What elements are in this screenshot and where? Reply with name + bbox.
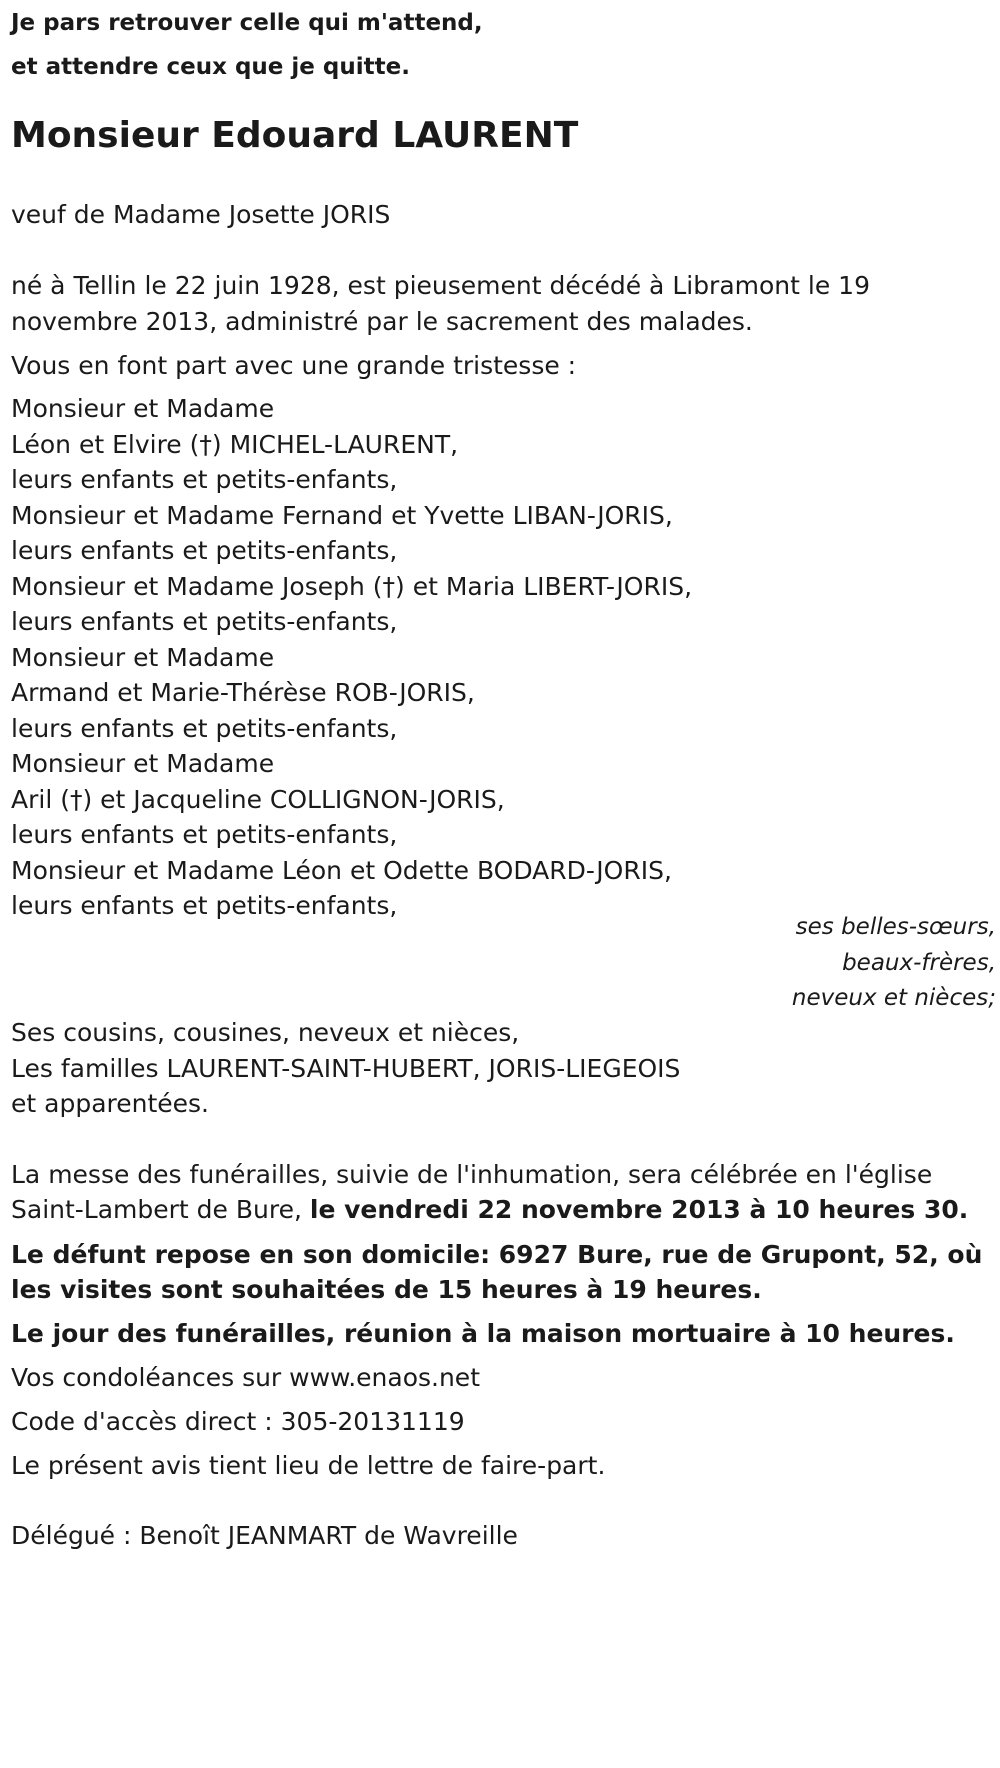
family-line: leurs enfants et petits-enfants,: [11, 891, 398, 920]
family-line: Monsieur et Madame Joseph (†) et Maria LIBERT-JORIS,: [11, 572, 693, 601]
funeral-location: Saint-Lambert de Bure,: [11, 1195, 310, 1224]
family-line: Monsieur et Madame Fernand et Yvette LIBAN-JORIS,: [11, 501, 673, 530]
notice: Le présent avis tient lieu de lettre de faire-part.: [11, 1451, 606, 1480]
relation-caption-line-2: beaux-frères,: [842, 950, 996, 976]
other-family-line: Ses cousins, cousines, neveux et nièces,: [11, 1018, 520, 1047]
other-family-line: et apparentées.: [11, 1089, 209, 1118]
family-line: leurs enfants et petits-enfants,: [11, 607, 398, 636]
family-line: leurs enfants et petits-enfants,: [11, 820, 398, 849]
family-line: leurs enfants et petits-enfants,: [11, 536, 398, 565]
relation-caption-line-3: neveux et nièces;: [791, 985, 996, 1011]
visitation-line-2: les visites sont souhaitées de 15 heures à 19 heures.: [11, 1275, 762, 1304]
delegate: Délégué : Benoît JEANMART de Wavreille: [11, 1521, 518, 1550]
family-line: Monsieur et Madame: [11, 643, 275, 672]
widow-of: veuf de Madame Josette JORIS: [11, 200, 391, 229]
family-line: leurs enfants et petits-enfants,: [11, 714, 398, 743]
relation-caption-line-1: ses belles-sœurs,: [795, 914, 996, 940]
visitation-line-1: Le défunt repose en son domicile: 6927 Bure, rue de Grupont, 52, où: [11, 1240, 983, 1269]
condolences-link: Vos condoléances sur www.enaos.net: [11, 1363, 480, 1392]
other-family-line: Les familles LAURENT-SAINT-HUBERT, JORIS-LIEGEOIS: [11, 1054, 681, 1083]
family-line: Monsieur et Madame: [11, 749, 275, 778]
epigraph-line-2: et attendre ceux que je quitte.: [11, 54, 410, 80]
deceased-name: Monsieur Edouard LAURENT: [11, 115, 579, 156]
access-code: Code d'accès direct : 305-20131119: [11, 1407, 465, 1436]
birth-death-line-1: né à Tellin le 22 juin 1928, est pieusement décédé à Libramont le 19: [11, 271, 870, 300]
funeral-line-1: La messe des funérailles, suivie de l'inhumation, sera célébrée en l'église: [11, 1160, 933, 1189]
epigraph-line-1: Je pars retrouver celle qui m'attend,: [11, 10, 483, 36]
funeral-date: le vendredi 22 novembre 2013 à 10 heures 30.: [309, 1195, 969, 1224]
funeral-day: Le jour des funérailles, réunion à la maison mortuaire à 10 heures.: [11, 1319, 955, 1348]
family-line: Monsieur et Madame Léon et Odette BODARD-JORIS,: [11, 856, 672, 885]
announcement-intro: Vous en font part avec une grande tristesse :: [11, 351, 577, 380]
family-line: Léon et Elvire (†) MICHEL-LAURENT,: [11, 430, 459, 459]
family-line: Armand et Marie-Thérèse ROB-JORIS,: [11, 678, 475, 707]
family-line: Monsieur et Madame: [11, 394, 275, 423]
family-line: Aril (†) et Jacqueline COLLIGNON-JORIS,: [11, 785, 505, 814]
funeral-line-2: [11, 1190, 968, 1230]
birth-death-line-2: novembre 2013, administré par le sacrement des malades.: [11, 307, 753, 336]
family-line: leurs enfants et petits-enfants,: [11, 465, 398, 494]
